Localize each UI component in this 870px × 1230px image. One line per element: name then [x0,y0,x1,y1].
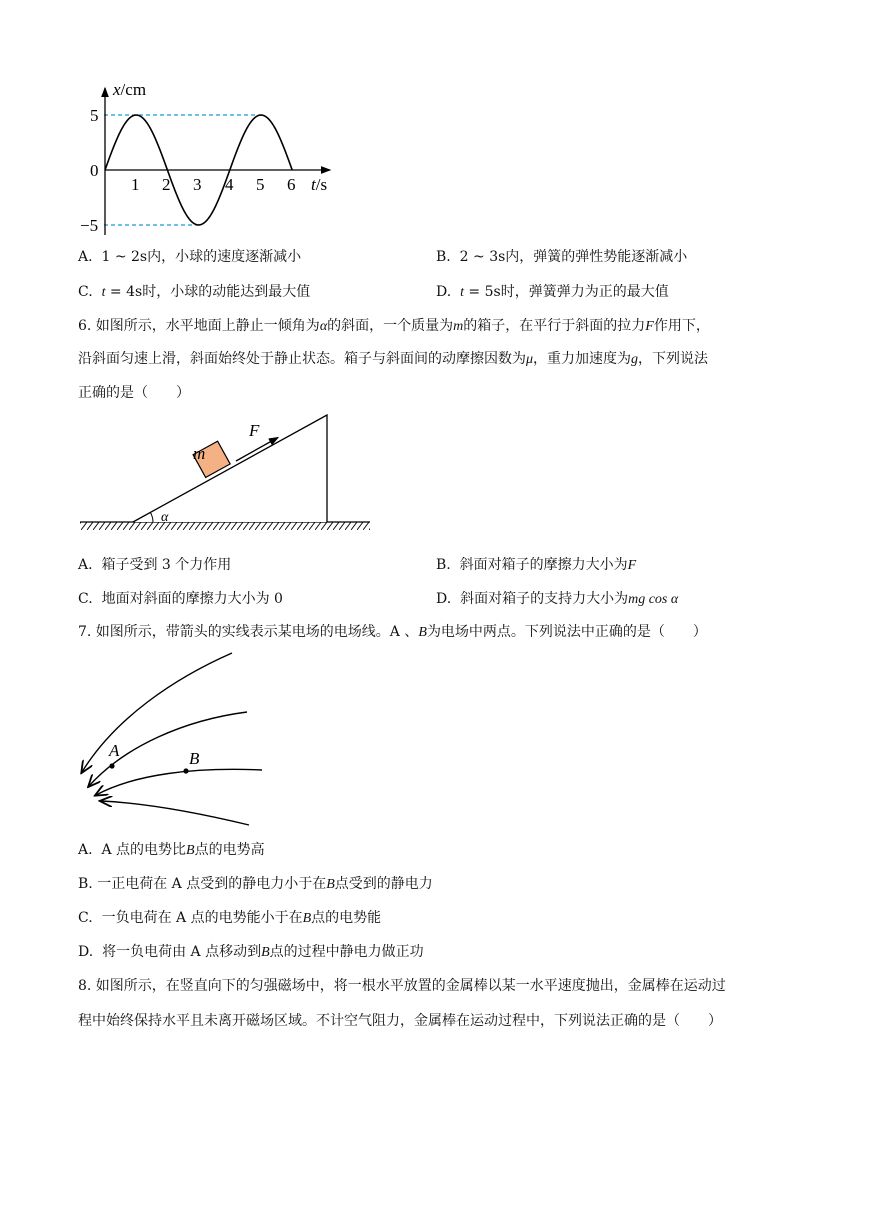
q5-option-c[interactable]: C. t = 4s时，小球的动能达到最大值 [78,284,311,300]
x-tick-6: 6 [287,175,296,194]
q7-option-a[interactable]: A. A 点的电势比B点的电势高 [78,842,265,858]
y-tick-minus5: −5 [80,216,99,235]
incline-figure [75,410,375,545]
q8-stem-line1: 8. 如图所示，在竖直向下的匀强磁场中，将一根水平放置的金属棒以某一水平速度抛出，金属棒在运动过 [78,978,726,994]
q5-option-a[interactable]: A. 1 ~ 2s内，小球的速度逐渐减小 [78,249,302,265]
q6-stem-line3: 正确的是（ ） [78,385,190,401]
q7-option-d[interactable]: D. 将一负电荷由 A 点移动到B点的过程中静电力做正功 [78,944,424,960]
field-line-4 [101,801,249,825]
q6-option-a[interactable]: A. 箱子受到 3 个力作用 [78,557,232,573]
point-b-dot [183,768,188,773]
incline-triangle [133,415,327,522]
point-b-label: B [189,749,200,768]
angle-label: α [161,510,169,525]
x-tick-1: 1 [131,175,140,194]
q6-option-b[interactable]: B. 斜面对箱子的摩擦力大小为F [436,557,637,573]
q6-option-d[interactable]: D. 斜面对箱子的支持力大小为mg cos α [436,591,679,607]
q7-option-b[interactable]: B. 一正电荷在 A 点受到的静电力小于在B点受到的静电力 [78,876,433,892]
q6-stem-line1: 6. 如图所示，水平地面上静止一倾角为α的斜面，一个质量为m的箱子，在平行于斜面的拉力F作用下， [78,318,710,334]
x-tick-2: 2 [162,175,171,194]
x-tick-4: 4 [225,175,234,194]
displacement-time-graph [80,75,340,245]
field-line-3 [96,769,262,795]
q8-stem-line2: 程中始终保持水平且未离开磁场区域。不计空气阻力，金属棒在运动过程中，下列说法正确的是（ ） [78,1013,722,1029]
x-tick-5: 5 [256,175,265,194]
field-lines-figure [75,650,275,830]
y-tick-0: 0 [90,161,99,180]
q6-option-c[interactable]: C. 地面对斜面的摩擦力大小为 0 [78,591,283,607]
q5-option-b[interactable]: B. 2 ~ 3s内，弹簧的弹性势能逐渐减小 [436,249,688,265]
x-axis-label: t/s [311,175,328,194]
q5-option-d[interactable]: D. t = 5s时，弹簧弹力为正的最大值 [436,284,669,300]
x-tick-3: 3 [193,175,202,194]
y-tick-5: 5 [90,106,99,125]
q7-option-c[interactable]: C. 一负电荷在 A 点的电势能小于在B点的电势能 [78,910,382,926]
q7-stem: 7. 如图所示，带箭头的实线表示某电场的电场线。A 、B为电场中两点。下列说法中正确的是（ ） [78,624,707,640]
q6-stem-line2: 沿斜面匀速上滑，斜面始终处于静止状态。箱子与斜面间的动摩擦因数为μ，重力加速度为g，下列说法 [78,351,709,367]
force-label: F [249,421,260,440]
point-a-dot [109,763,114,768]
point-a-label: A [109,741,120,760]
ground-hatching [80,522,370,530]
mass-label: m [193,444,206,463]
field-line-1 [82,653,232,772]
y-axis-label: x/cm [113,80,147,99]
